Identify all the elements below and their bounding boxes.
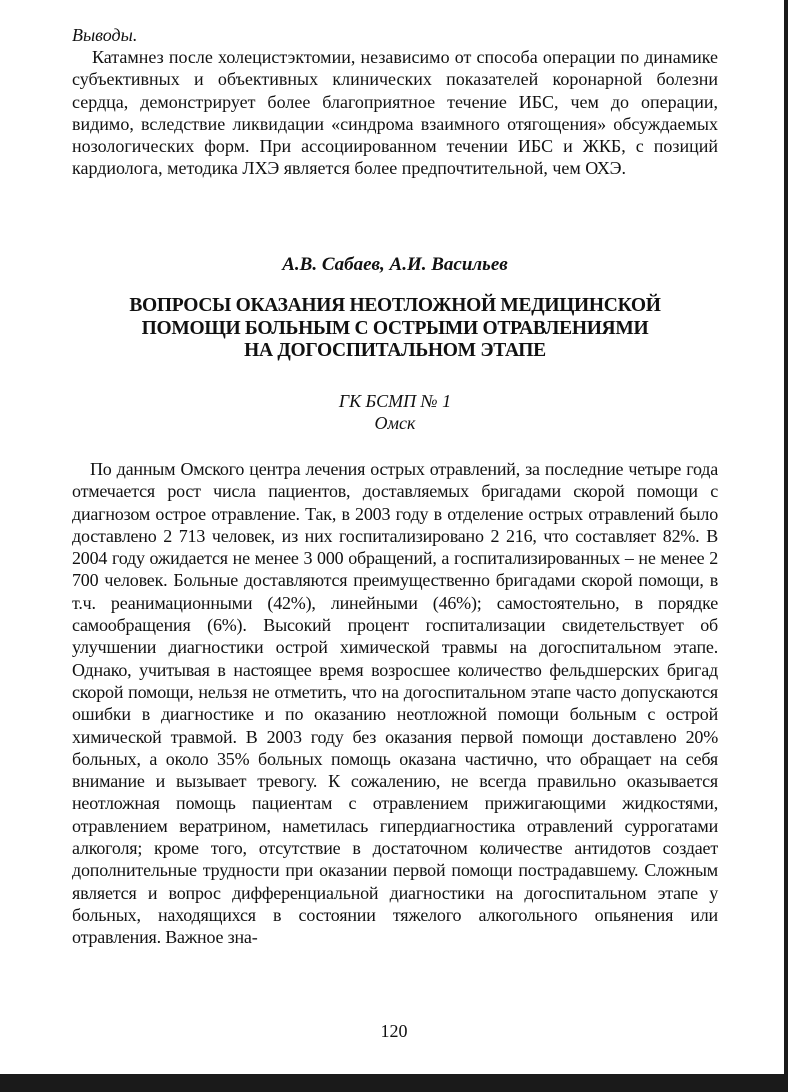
article-affiliation xyxy=(72,390,718,434)
conclusions-paragraph: Катамнез после холецистэктомии, независимо от способа операции по динамике субъективных и объективных клинических показателей коронарной болезни сердца, демонстрирует более благоприятное течение ИБС, чем до операции, видимо, вследствие ликвидации «синдрома взаимного отягощения» обсуждаемых нозологических форм. При ассоциированном течении ИБС и ЖКБ, с позиций кардиолога, методика ЛХЭ является более предпочтительной, чем ОХЭ. xyxy=(72,47,718,179)
article-title xyxy=(72,295,718,363)
article-body-paragraph: По данным Омского центра лечения острых отравлений, за последние четыре года отмечается рост числа пациентов, доставляемых бригадами скорой помощи с диагнозом острое отравление. Так, в 2003 году в отделение острых отравлений было доставлено 2 713 человек, из них госпитализировано 2 216, что составляет 82%. В 2004 году ожидается не менее 3 000 обращений, а госпитализированных – не менее 2 700 человек. Больные доставляются преимущественно бригадами скорой помощи, в т.ч. реанимационными (42%), линейными (46%); самостоятельно, в порядке самообращения (6%). Высокий процент госпитализации свидетельствует об улучшении диагностики острой химической травмы на догоспитальном этапе. Однако, учитывая в настоящее время возросшее количество фельдшерских бригад скорой помощи, нельзя не отметить, что на догоспитальном этапе часто допускаются ошибки в диагностике и по оказанию неотложной помощи больным с острой химической травмой. В 2003 году без оказания первой помощи доставлено 20% больных, а около 35% больных помощь оказана частично, что обращает на себя внимание и вызывает тревогу. К сожалению, не всегда правильно оказывается неотложная помощь пациентам с отравлением прижигающими жидкостями, отравлением вератрином, наметилась гипердиагностика отравлений суррогатами алкоголя; кроме того, отсутствие в достаточном количестве антидотов создает дополнительные трудности при оказании первой помощи пострадавшему. Сложным является и вопрос дифференциальной диагностики на догоспитальном этапе у больных, находящихся в состоянии тяжелого алкогольного опьянения или отравления. Важное зна- xyxy=(72,459,718,948)
conclusions-heading: Выводы. xyxy=(72,25,138,45)
article-title-line: ВОПРОСЫ ОКАЗАНИЯ НЕОТЛОЖНОЙ МЕДИЦИНСКОЙ xyxy=(129,295,661,316)
article-authors: А.В. Сабаев, А.И. Васильев xyxy=(282,254,508,275)
scan-bottom-border xyxy=(0,1074,788,1092)
institution-name: ГК БСМП № 1 xyxy=(338,391,452,411)
scan-right-border xyxy=(784,0,788,1092)
page-number: 120 xyxy=(380,1021,408,1041)
article-title-line: НА ДОГОСПИТАЛЬНОМ ЭТАПЕ xyxy=(244,340,546,361)
institution-city: Омск xyxy=(374,413,416,433)
article-title-line: ПОМОЩИ БОЛЬНЫМ С ОСТРЫМИ ОТРАВЛЕНИЯМИ xyxy=(141,317,649,339)
